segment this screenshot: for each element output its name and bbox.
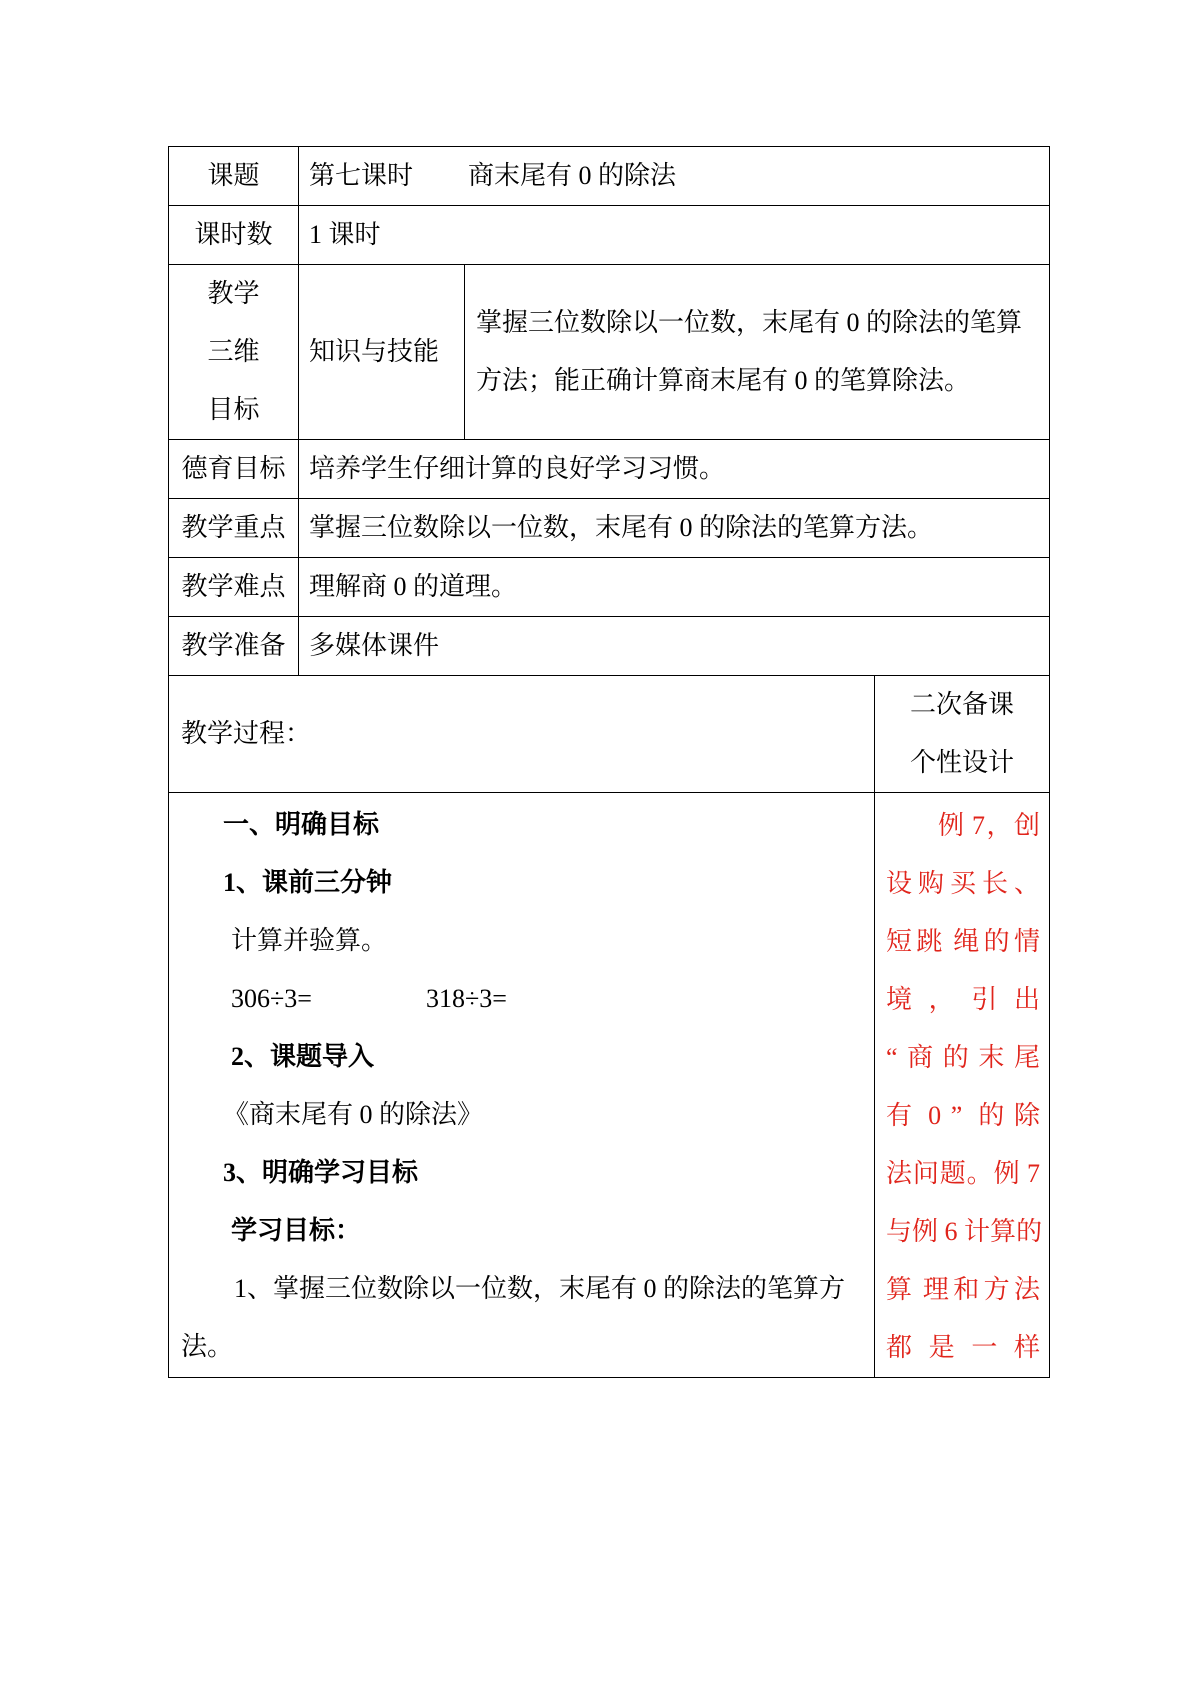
side-note-char: 与 — [886, 1217, 913, 1246]
side-note-line — [886, 1261, 1040, 1319]
difficulty-value: 理解商 0 的道理。 — [299, 558, 1050, 617]
intro-topic: 《商末尾有 0 的除法》 — [223, 1100, 484, 1129]
side-note-char: 算 — [886, 1275, 919, 1304]
side-note-char: ， — [986, 811, 1013, 840]
side-note-char: 法 — [886, 1159, 913, 1188]
key-point-value: 掌握三位数除以一位数，末尾有 0 的除法的笔算方法。 — [299, 499, 1050, 558]
side-note-char: 长 — [981, 869, 1008, 898]
preparation-value: 多媒体课件 — [299, 617, 1050, 676]
side-note-char: 绳 — [953, 927, 980, 956]
goals-label: 学习目标： — [231, 1216, 362, 1245]
side-note-char: 除 — [1013, 1101, 1040, 1130]
objectives-label-line: 三维 — [207, 337, 260, 366]
side-note-char: 例 — [993, 1159, 1027, 1188]
goal-item-line: 1、掌握三位数除以一位数，末尾有 0 的除法的笔算方 — [234, 1274, 846, 1303]
side-note-char: ” — [950, 1101, 969, 1130]
row-moral-goal — [169, 440, 1050, 499]
objective-text — [465, 265, 1050, 440]
side-header — [875, 676, 1050, 793]
side-header-line: 二次备课 — [909, 690, 1014, 719]
side-note-char: 法 — [1013, 1275, 1040, 1304]
side-note-char: 设 — [886, 869, 913, 898]
side-note-char: 都 — [886, 1333, 913, 1362]
objective-category: 知识与技能 — [299, 265, 465, 440]
objectives-label — [169, 265, 299, 440]
row-process-header — [169, 676, 1050, 793]
difficulty-label: 教学难点 — [169, 558, 299, 617]
process-label: 教学过程： — [169, 676, 875, 793]
side-note-char: 和 — [953, 1275, 980, 1304]
lesson-title: 商末尾有 0 的除法 — [468, 161, 677, 190]
side-note-char: 7 — [1026, 1159, 1040, 1188]
warmup-task: 计算并验算。 — [231, 926, 388, 955]
process-content — [169, 793, 875, 1378]
side-note-char: 样 — [1013, 1333, 1040, 1362]
side-note-char: 购 — [917, 869, 944, 898]
side-note — [875, 793, 1050, 1378]
side-note-char: 问 — [912, 1159, 939, 1188]
intro-heading: 2、课题导入 — [231, 1042, 375, 1071]
hours-value: 1 课时 — [299, 206, 1050, 265]
objective-text-line: 方法；能正确计算商末尾有 0 的笔算除法。 — [476, 366, 971, 395]
row-hours — [169, 206, 1050, 265]
row-process-body — [169, 793, 1050, 1378]
exercise-item: 306÷3= — [231, 984, 312, 1013]
side-note-char: 尾 — [1013, 1043, 1040, 1072]
side-note-char: “ — [886, 1043, 898, 1072]
side-note-line — [886, 1319, 1040, 1377]
side-note-char: 理 — [922, 1275, 949, 1304]
topic-value — [299, 147, 1050, 206]
side-note-line — [886, 1029, 1040, 1087]
side-note-char: 。 — [966, 1159, 993, 1188]
side-note-char: 的 — [1016, 1217, 1043, 1246]
goals-heading: 3、明确学习目标 — [223, 1158, 419, 1187]
side-note-char: 7 — [972, 811, 985, 840]
topic-label: 课题 — [169, 147, 299, 206]
side-note-char: 、 — [1013, 869, 1040, 898]
side-note-char: 跳 — [916, 927, 949, 956]
moral-goal-value: 培养学生仔细计算的良好学习习惯。 — [299, 440, 1050, 499]
side-note-line — [886, 855, 1040, 913]
side-note-line — [886, 1145, 1040, 1203]
side-note-char: 引 — [971, 985, 998, 1014]
side-note-char: 题 — [939, 1159, 966, 1188]
row-key-point — [169, 499, 1050, 558]
preparation-label: 教学准备 — [169, 617, 299, 676]
side-note-char: 短 — [886, 927, 913, 956]
moral-goal-label: 德育目标 — [169, 440, 299, 499]
objectives-label-line: 目标 — [207, 395, 260, 424]
side-note-char: 的 — [942, 1043, 969, 1072]
row-objectives — [169, 265, 1050, 440]
side-note-line — [886, 913, 1040, 971]
side-note-char: 例 — [912, 1217, 945, 1246]
side-note-line — [886, 797, 1040, 855]
side-note-char: 计 — [964, 1217, 991, 1246]
side-note-char: 0 — [928, 1101, 942, 1130]
objective-text-line: 掌握三位数除以一位数，末尾有 0 的除法的笔算 — [476, 308, 1023, 337]
side-note-char: 是 — [928, 1333, 955, 1362]
section-heading: 一、明确目标 — [223, 810, 380, 839]
side-header-line: 个性设计 — [909, 748, 1014, 777]
side-note-char: 境 — [886, 985, 913, 1014]
warmup-exercises — [181, 970, 862, 1028]
exercise-item: 318÷3= — [426, 984, 507, 1013]
side-note-char: 的 — [983, 927, 1010, 956]
side-note-char: 一 — [971, 1333, 998, 1362]
side-note-line — [886, 971, 1040, 1029]
side-note-char: 商 — [907, 1043, 934, 1072]
row-preparation — [169, 617, 1050, 676]
side-note-char: 有 — [886, 1101, 919, 1130]
side-note-char: 方 — [983, 1275, 1010, 1304]
side-note-char: 出 — [1013, 985, 1040, 1014]
side-note-char: 情 — [1013, 927, 1040, 956]
objectives-label-line: 教学 — [207, 279, 260, 308]
side-note-char: 的 — [978, 1101, 1005, 1130]
warmup-heading: 1、课前三分钟 — [223, 868, 393, 897]
side-note-line — [886, 1203, 1043, 1261]
side-note-char: 6 — [944, 1217, 965, 1246]
row-difficulty — [169, 558, 1050, 617]
hours-label: 课时数 — [169, 206, 299, 265]
goal-item-line: 法。 — [181, 1332, 234, 1361]
key-point-label: 教学重点 — [169, 499, 299, 558]
side-note-char: 买 — [949, 869, 976, 898]
lesson-plan-table — [168, 146, 1050, 1378]
side-note-char: 算 — [990, 1217, 1017, 1246]
side-note-char: 创 — [1013, 811, 1040, 840]
side-note-char: 例 — [938, 811, 971, 840]
side-note-char: ， — [928, 985, 955, 1014]
row-topic — [169, 147, 1050, 206]
side-note-line — [886, 1087, 1040, 1145]
lesson-period: 第七课时 — [309, 161, 414, 190]
side-note-char: 末 — [978, 1043, 1005, 1072]
